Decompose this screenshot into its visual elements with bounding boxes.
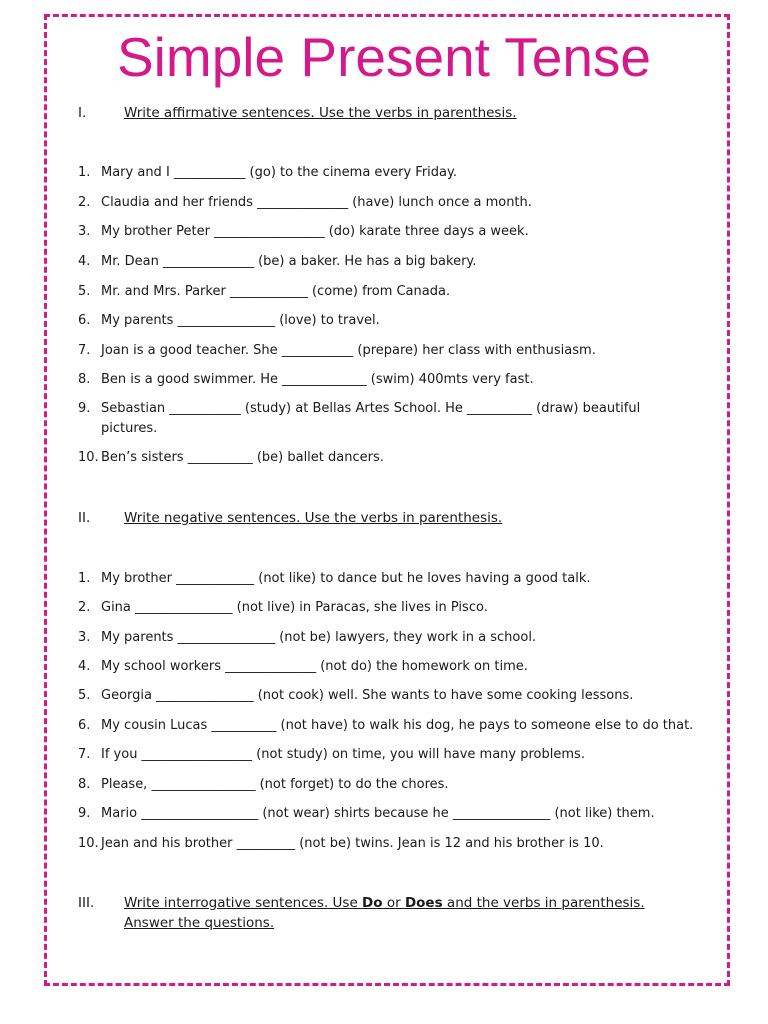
section-3-instruction-start: Write interrogative sentences. Use [124,895,363,911]
exercise-sentence: Mario __________________ (not wear) shirts because he _______________ (not like) them. [101,806,655,821]
exercise-item [78,686,718,706]
exercise-item [78,341,718,361]
exercise-number: 9. [78,806,91,821]
exercise-sentence: Gina _______________ (not live) in Paracas, she lives in Pisco. [101,600,488,615]
exercise-sentence: Sebastian ___________ (study) at Bellas Artes School. He __________ (draw) beautiful [101,401,641,416]
exercise-number: 8. [78,372,91,387]
exercise-number: 8. [78,777,91,792]
exercise-item [78,448,718,468]
exercise-item [78,716,718,736]
exercise-sentence: My parents _______________ (love) to travel. [101,313,380,328]
exercise-number: 3. [78,630,91,645]
exercise-item [78,775,718,795]
exercise-item [78,834,718,854]
exercise-sentence: If you _________________ (not study) on time, you will have many problems. [101,747,585,762]
section-2-heading [78,508,502,528]
section-3-number: III. [78,895,95,911]
section-3-instruction-mid: or [382,895,405,911]
exercise-number: 10. [78,450,99,465]
section-2-instruction: Write negative sentences. Use the verbs in parenthesis. [124,510,503,526]
exercise-item [78,804,718,824]
exercise-sentence: My parents _______________ (not be) lawyers, they work in a school. [101,630,537,645]
exercise-item [78,163,718,183]
exercise-item [78,598,718,618]
exercise-number: 9. [78,401,91,416]
section-3-heading [78,893,645,933]
section-3-instruction-end: and the verbs in parenthesis. [442,895,645,911]
exercise-sentence: Mr. Dean ______________ (be) a baker. He has a big bakery. [101,254,477,269]
exercise-sentence: My school workers ______________ (not do) the homework on time. [101,659,528,674]
exercise-sentence: Claudia and her friends ______________ (have) lunch once a month. [101,195,532,210]
section-1-heading [78,103,517,123]
exercise-number: 5. [78,688,91,703]
exercise-item [78,628,718,648]
exercise-item [78,193,718,213]
exercise-sentence: Ben is a good swimmer. He _____________ (swim) 400mts very fast. [101,372,534,387]
exercise-sentence: Ben’s sisters __________ (be) ballet dancers. [101,450,384,465]
exercise-sentence: Mr. and Mrs. Parker ____________ (come) from Canada. [101,284,451,299]
exercise-item [78,399,718,439]
section-3-instruction-line-2: Answer the questions. [124,915,275,931]
exercise-sentence: Please, ________________ (not forget) to do the chores. [101,777,449,792]
exercise-item [78,311,718,331]
exercise-number: 6. [78,313,91,328]
exercise-sentence: Georgia _______________ (not cook) well. She wants to have some cooking lessons. [101,688,634,703]
page-title: Simple Present Tense [117,26,651,88]
exercise-item [78,657,718,677]
exercise-sentence: Joan is a good teacher. She ___________ (prepare) her class with enthusiasm. [101,343,596,358]
exercise-item [78,252,718,272]
exercise-item [78,282,718,302]
exercise-number: 4. [78,659,91,674]
exercise-sentence-continuation: pictures. [101,421,158,436]
exercise-number: 6. [78,718,91,733]
section-1-instruction: Write affirmative sentences. Use the verbs in parenthesis. [124,105,517,121]
exercise-number: 2. [78,600,91,615]
exercise-item [78,745,718,765]
section-1-number: I. [78,105,87,121]
exercise-item [78,370,718,390]
exercise-number: 3. [78,224,91,239]
section-3-instruction [124,895,645,911]
exercise-sentence: My brother ____________ (not like) to dance but he loves having a good talk. [101,571,591,586]
exercise-number: 2. [78,195,91,210]
section-3-bold-do: Do [362,895,383,911]
exercise-item [78,222,718,242]
exercise-sentence: Jean and his brother _________ (not be) twins. Jean is 12 and his brother is 10. [101,836,604,851]
exercise-number: 7. [78,343,91,358]
exercise-number: 4. [78,254,91,269]
exercise-sentence: My cousin Lucas __________ (not have) to walk his dog, he pays to someone else to do that. [101,718,694,733]
exercise-number: 1. [78,165,91,180]
section-3-bold-does: Does [404,895,443,911]
exercise-item [78,569,718,589]
section-2-number: II. [78,510,91,526]
exercise-number: 10. [78,836,99,851]
exercise-sentence: Mary and I ___________ (go) to the cinema every Friday. [101,165,457,180]
exercise-number: 5. [78,284,91,299]
exercise-number: 1. [78,571,91,586]
exercise-sentence: My brother Peter _________________ (do) karate three days a week. [101,224,529,239]
exercise-number: 7. [78,747,91,762]
